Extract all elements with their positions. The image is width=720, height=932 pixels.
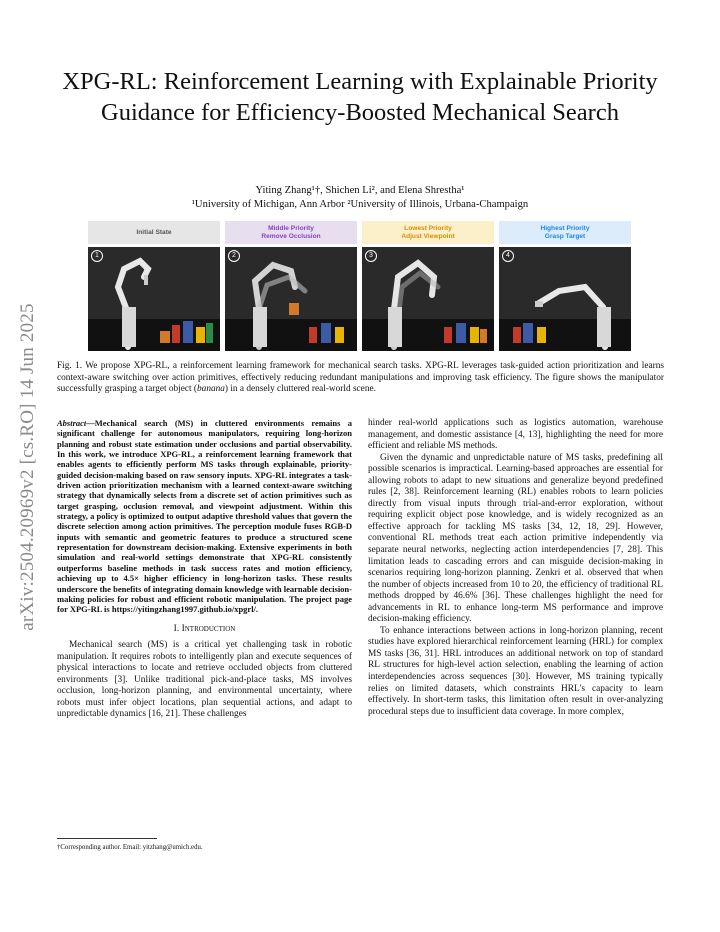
right-paragraph-3: To enhance interactions between actions in long-horizon planning, recent studies have explored hierarchical reinforcement learning (HRL) for complex MS tasks [36, 31]. HRL introduces an additional network on top of standard RL structures for high-level action selection, enabling the learning of action interdependencies across sequences [30]. However, MS training typically relies on limited datasets, which constraints HRL's capacity to learn effectively. In short-term tasks, this limitation often result in over-analyzing procedural steps due to insufficient data coverage. In more complex, [368, 625, 663, 717]
panel-number: 4 [502, 250, 514, 262]
intro-paragraph-1: Mechanical search (MS) is a critical yet challenging task in robotic manipulation. It requires robots to intelligently plan and execute sequences of physical interactions to locate and retrieve occluded objects from cluttered environments [3]. Unlike traditional pick-and-place tasks, MS involves occlusion, long-horizon planning, and environmental uncertainty, where robots must infer object locations, plan sequential actions, and adapt to unpredictable dynamics [16, 21]. These challenges [57, 640, 352, 720]
panel-label: Highest Priority Grasp Target [540, 224, 590, 240]
figure-panel-adjust-viewpoint [362, 221, 494, 259]
affiliations: ¹University of Michigan, Ann Arbor ²University of Illinois, Urbana-Champaign [191, 199, 529, 210]
panel-header [362, 221, 494, 244]
panel-photo [362, 247, 494, 351]
footnote-rule [57, 838, 157, 839]
panel-number: 2 [228, 250, 240, 262]
panel-header [88, 221, 220, 244]
panel-number: 3 [365, 250, 377, 262]
abstract-label: Abstract [57, 418, 87, 428]
paper-title: XPG-RL: Reinforcement Learning with Explainable Priority Guidance for Efficiency-Boosted Mechanical Search [62, 68, 658, 126]
panel-number: 1 [91, 250, 103, 262]
panel-header [225, 221, 357, 244]
panel-photo [88, 247, 220, 351]
right-paragraph-continued: hinder real-world applications such as logistics automation, warehouse management, and domestic assistance [4, 13], highlighting the need for more efficient and reliable MS methods. [368, 418, 663, 452]
abstract [57, 418, 352, 615]
section-heading-introduction: I. Introduction [173, 623, 236, 634]
figure-panel-grasp-target [499, 221, 631, 259]
panel-label: Lowest Priority Adjust Viewpoint [401, 224, 455, 240]
panel-photo [499, 247, 631, 351]
author-list: Yiting Zhang¹†, Shichen Li², and Elena Shrestha¹ [255, 185, 465, 196]
figure-caption: Fig. 1. We propose XPG-RL, a reinforcement learning framework for mechanical search tasks. XPG-RL leverages task-guided action prioritization and learns context-aware switching over action primitives, effectively reducing redundant manipulations and improving task efficiency. The figure shows the manipulator successfully grasping a target object (banana) in a densely cluttered real-world scene. [57, 361, 664, 395]
panel-header [499, 221, 631, 244]
arxiv-stamp-text: arXiv:2504.20969v2 [cs.RO] 14 Jun 2025 [17, 303, 38, 631]
footnote: †Corresponding author. Email: yitzhang@umich.edu. [57, 844, 203, 851]
panel-label: Initial State [136, 228, 172, 236]
figure-panel-remove-occlusion [225, 221, 357, 259]
panel-photo [225, 247, 357, 351]
panel-label: Middle Priority Remove Occlusion [261, 224, 321, 240]
right-column [368, 418, 663, 718]
figure-1 [88, 221, 633, 351]
abstract-text: —Mechanical search (MS) in cluttered environments remains a significant challenge for autonomous manipulators, requiring long-horizon planning and robust state estimation under occlusions and partial observability. In this work, we introduce XPG-RL, a reinforcement learning framework that enables agents to efficiently perform MS tasks through explainable, priority-guided decision-making based on raw sensory inputs. XPG-RL integrates a task-driven action prioritization mechanism with a learned context-aware switching strategy that dynamically selects from a discrete set of action primitives such as target grasping, occlusion removal, and viewpoint adjustment. Within this strategy, a policy is optimized to output adaptive threshold values that govern the discrete selection among action primitives. The perception module fuses RGB-D inputs with semantic and geometric features to produce a structured scene representation for downstream decision-making. Extensive experiments in both simulation and real-world settings demonstrate that XPG-RL consistently outperforms baseline methods in task success rates and motion efficiency, achieving up to 4.5× higher efficiency in long-horizon tasks. These results underscore the benefits of integrating domain knowledge with learnable decision-making policies for robust and efficient robotic manipulation. The project page for XPG-RL is https://yitingzhang1997.github.io/xpgrl/. [57, 418, 352, 615]
right-paragraph-2: Given the dynamic and unpredictable nature of MS tasks, predefining all possible scenarios is impractical. Learning-based approaches are essential for allowing robots to adapt to new situations and generalize beyond predefined rules [2, 38]. Reinforcement learning (RL) enables robots to learn policies directly from visual inputs through trial-and-error exploration, without requiring explicit object pose knowledge, and is widely recognized as an effective approach for tackling MS tasks [34, 12, 18, 29]. However, conventional RL methods treat each action primitive independently via separate neural networks, neglecting action interdependencies [7, 28]. This limitation leads to cascading errors and can misguide decision-making in scenarios requiring long-horizon planning. Zenkri et al. observed that when the number of objects increased from 10 to 20, the efficiency of traditional RL methods dropped by 46.6% [36]. These challenges highlight the need for advancements in RL to enhance long-term MS performance and improve decision-making efficiency. [368, 452, 663, 625]
left-column [57, 418, 352, 721]
arxiv-stamp [8, 262, 48, 672]
figure-panel-initial-state [88, 221, 220, 259]
